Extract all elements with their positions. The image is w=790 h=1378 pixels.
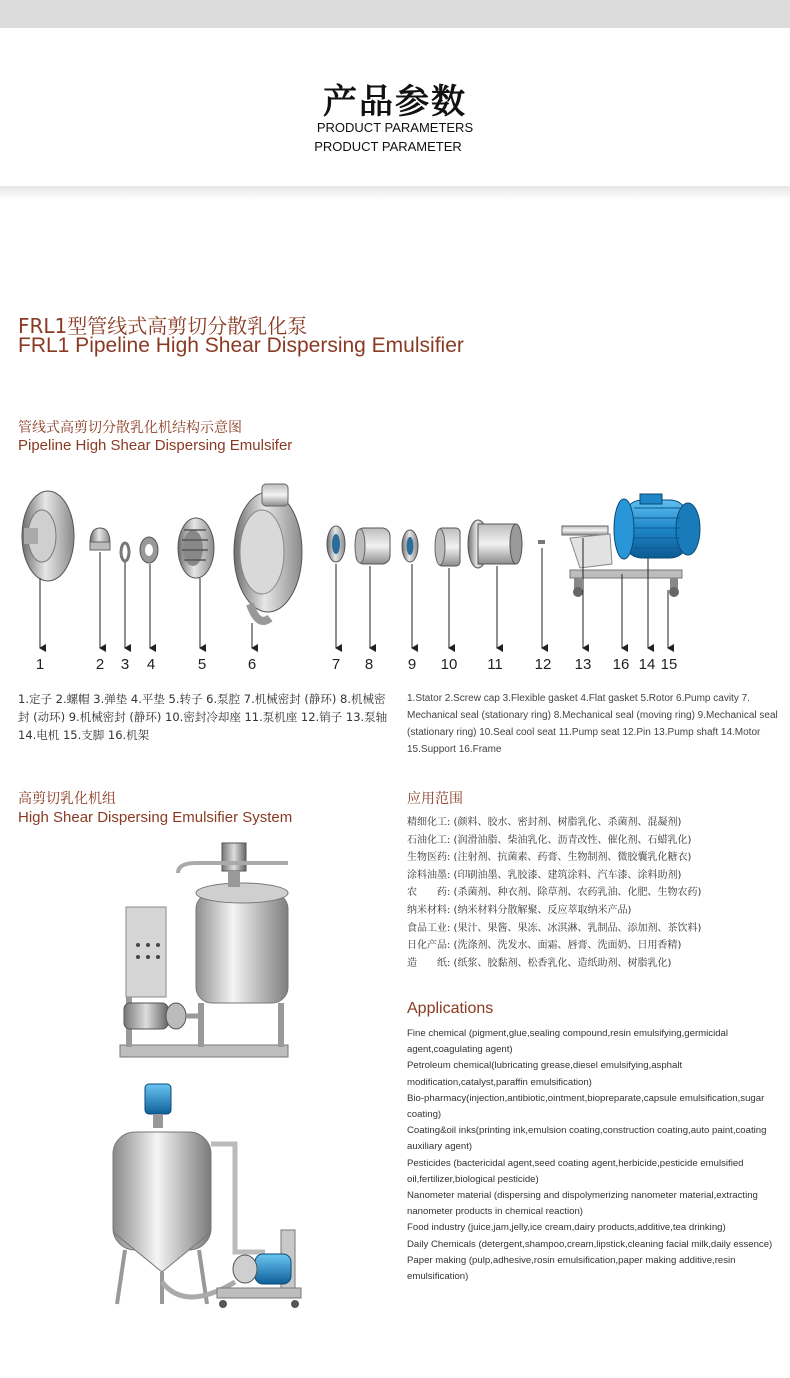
application-item: Paper making (pulp,adhesive,rosin emulsification,paper making additive,resin emulsification) (407, 1254, 736, 1283)
page-subtitle-1: PRODUCT PARAMETERS (316, 120, 474, 135)
part-mechanical-seal-moving (355, 528, 390, 564)
applications-title-cn: 应用范围 (407, 791, 463, 807)
part-label: 7 (331, 656, 341, 673)
header-divider (0, 186, 790, 200)
part-stator (22, 491, 74, 581)
part-label: 12 (534, 656, 552, 673)
applications-title-en: Applications (407, 1000, 494, 1017)
part-rotor (178, 518, 214, 578)
structure-title-en: Pipeline High Shear Dispersing Emulsifer (18, 437, 293, 454)
part-label: 10 (440, 656, 458, 673)
application-item: Daily Chemicals (detergent,shampoo,cream,lipstick,cleaning facial milk,daily essence) (407, 1238, 773, 1250)
part-label: 2 (95, 656, 105, 673)
part-flexible-gasket (121, 543, 129, 561)
part-label: 13 (574, 656, 592, 673)
system-title-cn: 高剪切乳化机组 (18, 791, 116, 807)
part-label: 5 (197, 656, 207, 673)
structure-title-cn: 管线式高剪切分散乳化机结构示意图 (18, 420, 242, 436)
parts-legend-en: 1.Stator 2.Screw cap 3.Flexible gasket 4.Flat gasket 5.Rotor 6.Pump cavity 7. Mechanical seal (stationary ring) 8.Mechanical seal (moving ring) 9.Mechanical seal (stationary ring) 10.Seal cool seat 11.Pump seat 12.Pin 13.Pump shaft 14.Motor 15.Support 16.Frame (407, 693, 778, 755)
application-item: Food industry (juice,jam,jelly,ice cream,dairy products,additive,tea drinking) (407, 1222, 726, 1234)
page-title: 产品参数 (323, 82, 467, 122)
part-label: 6 (247, 656, 257, 673)
part-pump-seat (468, 520, 522, 568)
part-label: 1 (35, 656, 45, 673)
product-name-cn: FRL1型管线式高剪切分散乳化泵 (18, 314, 308, 338)
application-item: Bio-pharmacy(injection,antibiotic,ointment,biopreparate,capsule emulsification,sugar coating) (407, 1092, 765, 1121)
part-pump-cavity (234, 484, 302, 621)
part-seal-cool-seat (435, 528, 460, 566)
application-item: 精细化工: (颜料、胶水、密封剂、树脂乳化、杀菌剂、混凝剂) (407, 817, 682, 828)
application-item: 石油化工: (润滑油脂、柴油乳化、沥青改性、催化剂、石蜡乳化) (407, 834, 692, 846)
emulsifier-system-image-1 (118, 835, 298, 1070)
application-item: 日化产品: (洗涤剂、洗发水、面霜、唇膏、洗面奶、日用香精) (407, 940, 682, 952)
parts-legend-cn: 1.定子 2.螺帽 3.弹垫 4.平垫 5.转子 6.泵腔 7.机械密封 (静环) 8.机械密封 (动环) 9.机械密封 (静环) 10.密封冷却座 11.泵机座 12.销子 13.泵轴 14.电机 15.支脚 16.机架 (18, 692, 388, 742)
page-subtitle-2: PRODUCT PARAMETER (314, 139, 462, 154)
part-label: 14 (638, 656, 656, 673)
part-label: 16 (612, 656, 630, 673)
part-mechanical-seal-static-2 (402, 530, 418, 562)
application-item: 涂料油墨: (印刷油墨、乳胶漆、建筑涂料、汽车漆、涂料助剂) (407, 869, 682, 881)
application-item: Pesticides (bactericidal agent,seed coating agent,herbicide,pesticide emulsified oil,fertilizer,biological pesticide) (407, 1157, 744, 1185)
part-label: 9 (407, 656, 417, 673)
applications-list-en (407, 1026, 782, 1285)
part-label: 11 (487, 656, 503, 673)
application-item: 食品工业: (果汁、果酱、果冻、冰淇淋、乳制品、添加剂、茶饮料) (407, 922, 702, 934)
application-item: Fine chemical (pigment,glue,sealing compound,resin emulsifying,germicidal agent,coagulating agent) (407, 1028, 729, 1056)
part-label: 3 (120, 656, 130, 673)
application-item: 生物医药: (注射剂、抗菌素、药膏、生物制剂、微胶囊乳化糖衣) (407, 852, 692, 864)
top-bar (0, 0, 790, 28)
application-item: Nanometer material (dispersing and dispolymerizing nanometer material,extracting nanometer products in chemical reaction) (407, 1190, 758, 1218)
part-screw-cap (90, 528, 110, 550)
part-pin (538, 540, 545, 544)
part-label: 8 (364, 656, 374, 673)
emulsifier-system-image-2 (105, 1082, 305, 1332)
application-item: Petroleum chemical(lubricating grease,diesel emulsifying,asphalt modification,catalyst,paraffin emulsification) (407, 1060, 683, 1088)
application-item: 造 纸: (纸浆、胶黏剂、松香乳化、造纸助剂、树脂乳化) (407, 957, 672, 969)
application-item: Coating&oil inks(printing ink,emulsion coating,construction coating,auto paint,coating auxiliary agent) (407, 1125, 767, 1153)
part-mechanical-seal-static-1 (327, 526, 345, 562)
application-item: 农 药: (杀菌剂、种衣剂、除草剂、农药乳油、化肥、生物农药) (407, 887, 702, 899)
part-flat-gasket (140, 537, 158, 563)
part-number-row (0, 648, 790, 678)
application-item: 纳米材料: (纳米材料分散解聚、反应萃取纳米产品) (407, 904, 632, 916)
applications-list-cn (407, 814, 787, 972)
product-name-en: FRL1 Pipeline High Shear Dispersing Emulsifier (18, 334, 464, 357)
part-label: 4 (146, 656, 156, 673)
part-label: 15 (660, 656, 678, 673)
system-title-en: High Shear Dispersing Emulsifier System (18, 809, 293, 826)
